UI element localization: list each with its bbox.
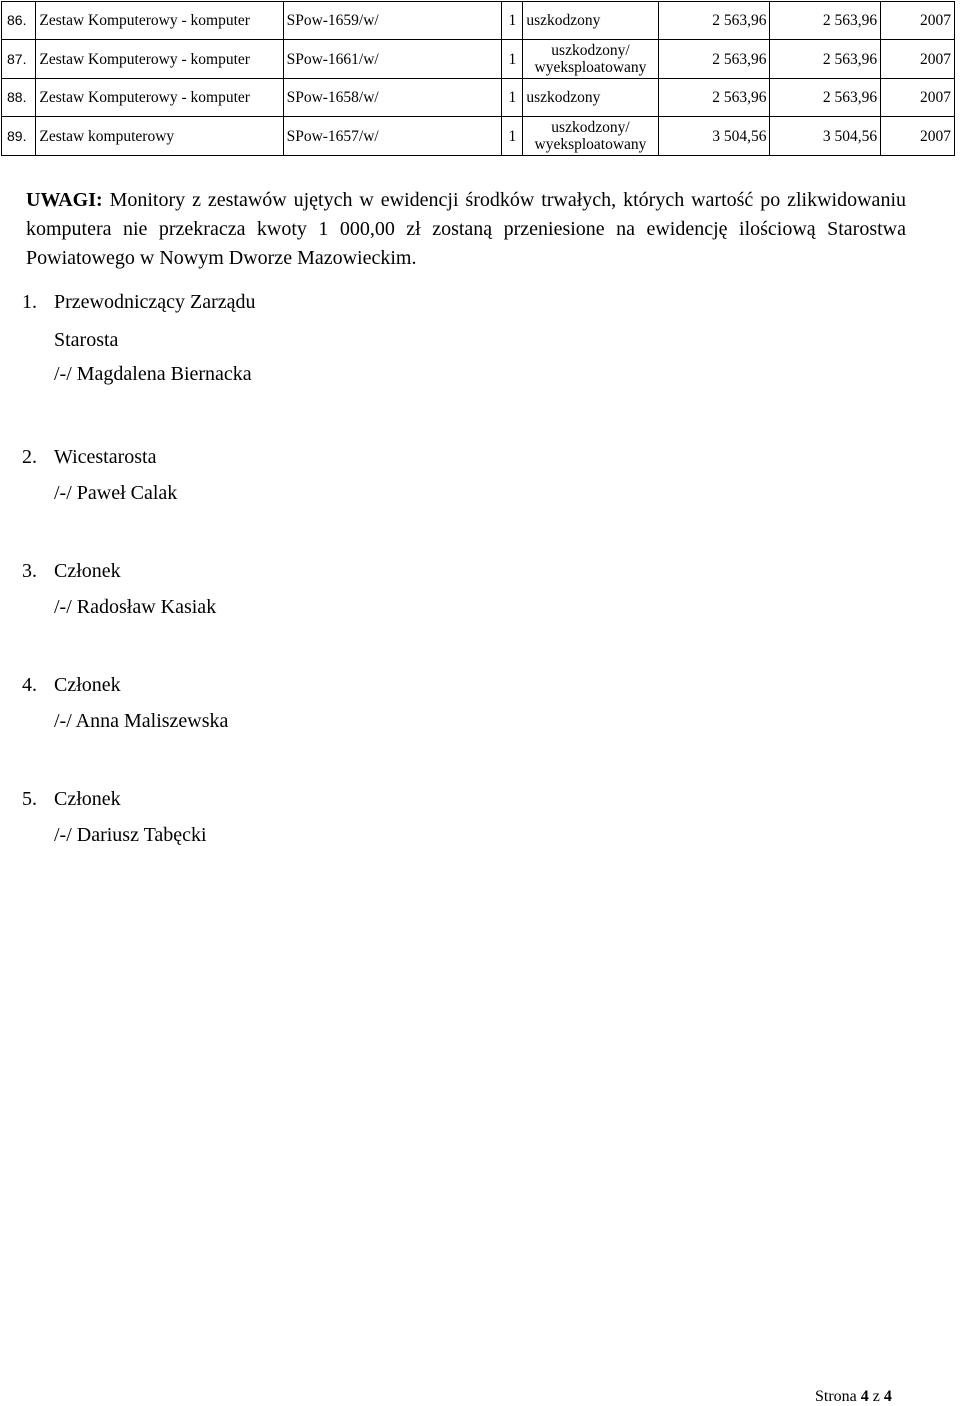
assets-table (1, 1, 955, 156)
signatory-name: /-/ Paweł Calak (54, 482, 178, 504)
asset-name: Zestaw Komputerowy - komputer (36, 79, 283, 117)
signatory (22, 290, 256, 386)
signatory-role: Członek (54, 788, 121, 810)
signatory-role: Członek (54, 674, 121, 696)
signatory (22, 787, 207, 847)
depreciation-value: 2 563,96 (770, 79, 881, 117)
signatory-name: /-/ Magdalena Biernacka (54, 363, 252, 385)
inventory-code: SPow-1659/w/ (283, 2, 502, 40)
depreciation-value: 3 504,56 (770, 117, 881, 156)
condition: uszkodzony (523, 79, 658, 117)
table-row (2, 40, 955, 79)
quantity: 1 (502, 2, 523, 40)
quantity: 1 (502, 117, 523, 156)
notes-paragraph (26, 186, 906, 273)
signatory (22, 673, 228, 733)
signatory-number: 4. (22, 674, 37, 696)
row-number: 86. (2, 2, 36, 40)
signatory-number: 1. (22, 291, 37, 313)
row-number: 87. (2, 40, 36, 79)
signatory-role: Wicestarosta (54, 446, 157, 468)
signatory-number: 2. (22, 446, 37, 468)
signatory-role: Przewodniczący Zarządu (54, 291, 256, 313)
table-row (2, 79, 955, 117)
notes-text: Monitory z zestawów ujętych w ewidencji środków trwałych, których wartość po zlikwidowaniu komputera nie przekracza kwoty 1 000,00 zł zostaną przeniesione na ewidencję ilościową Starostwa Powiatowego w Nowym Dworze Mazowieckim. (26, 189, 906, 269)
row-number: 89. (2, 117, 36, 156)
depreciation-value: 2 563,96 (770, 40, 881, 79)
signatory-name: /-/ Dariusz Tabęcki (54, 824, 207, 846)
current-page: 4 (860, 1388, 869, 1405)
signatory-title: Starosta (54, 329, 119, 351)
acquisition-year: 2007 (881, 117, 955, 156)
initial-value: 2 563,96 (658, 2, 770, 40)
initial-value: 3 504,56 (658, 117, 770, 156)
condition: uszkodzony/ wyeksploatowany (523, 117, 658, 156)
table-row (2, 2, 955, 40)
signatory-number: 5. (22, 788, 37, 810)
acquisition-year: 2007 (881, 79, 955, 117)
inventory-code: SPow-1661/w/ (283, 40, 502, 79)
initial-value: 2 563,96 (658, 40, 770, 79)
row-number: 88. (2, 79, 36, 117)
page-number (815, 1388, 892, 1406)
condition: uszkodzony/ wyeksploatowany (523, 40, 658, 79)
asset-name: Zestaw komputerowy (36, 117, 283, 156)
quantity: 1 (502, 79, 523, 117)
signatory-name: /-/ Radosław Kasiak (54, 596, 217, 618)
page-prefix: Strona (815, 1388, 857, 1405)
acquisition-year: 2007 (881, 2, 955, 40)
quantity: 1 (502, 40, 523, 79)
total-pages: 4 (883, 1388, 892, 1405)
asset-name: Zestaw Komputerowy - komputer (36, 40, 283, 79)
signatory (22, 445, 177, 505)
page-separator: z (872, 1388, 880, 1405)
signatory-number: 3. (22, 560, 37, 582)
asset-name: Zestaw Komputerowy - komputer (36, 2, 283, 40)
notes-label: UWAGI: (26, 189, 103, 211)
acquisition-year: 2007 (881, 40, 955, 79)
signatory (22, 559, 216, 619)
depreciation-value: 2 563,96 (770, 2, 881, 40)
signatory-name: /-/ Anna Maliszewska (54, 710, 229, 732)
signatory-role: Członek (54, 560, 121, 582)
table-row (2, 117, 955, 156)
inventory-code: SPow-1657/w/ (283, 117, 502, 156)
inventory-code: SPow-1658/w/ (283, 79, 502, 117)
condition: uszkodzony (523, 2, 658, 40)
initial-value: 2 563,96 (658, 79, 770, 117)
